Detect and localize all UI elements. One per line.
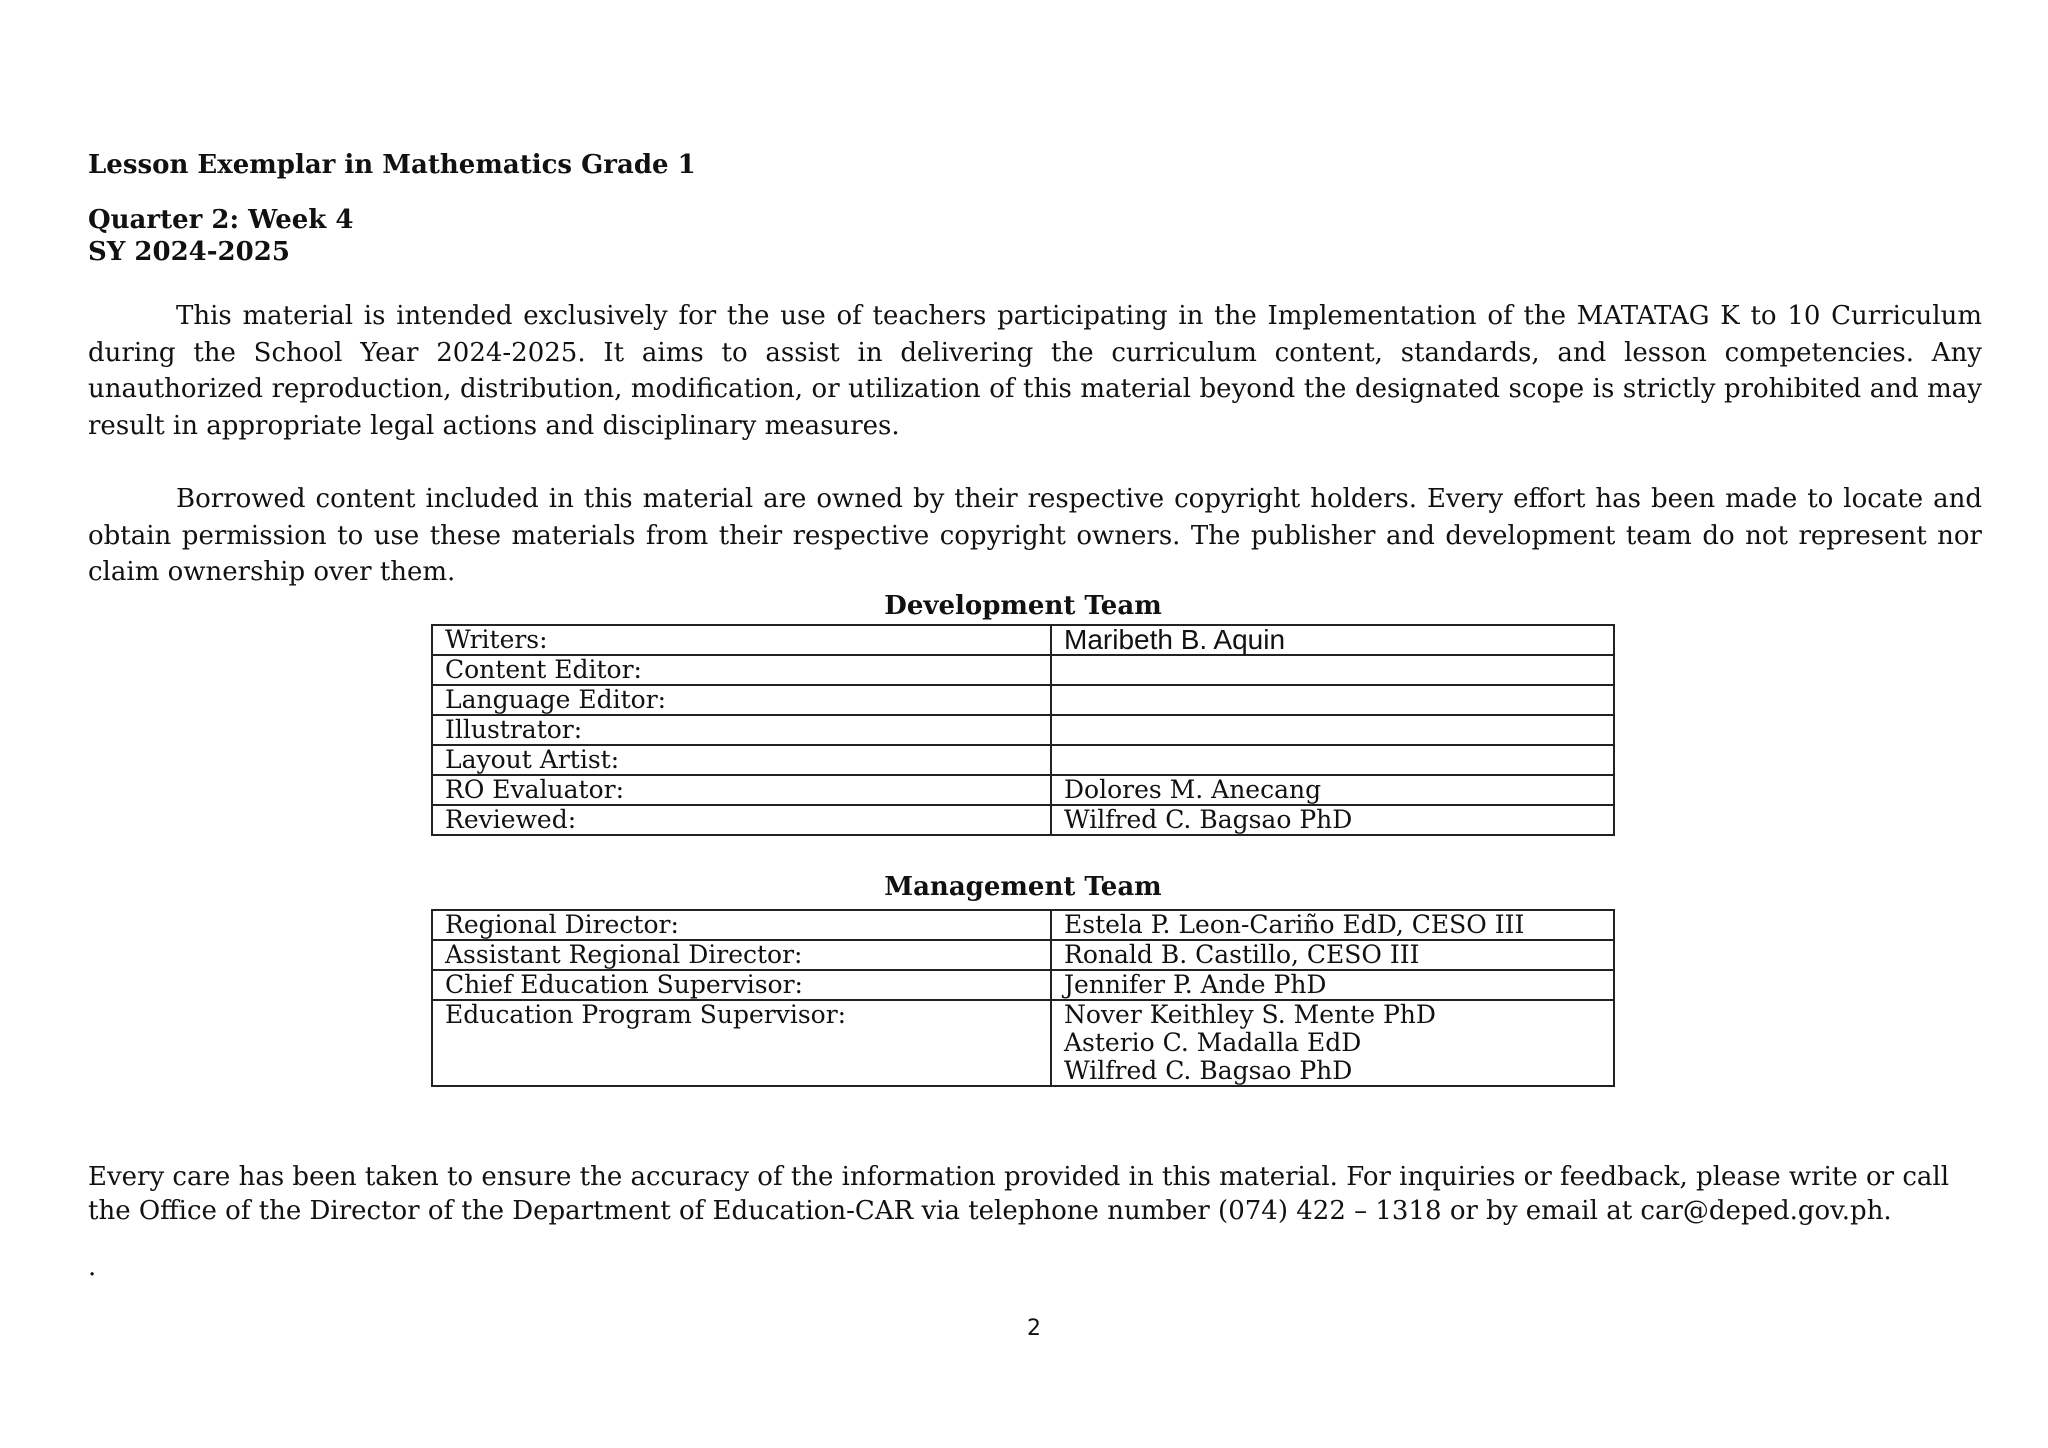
role-cell: Assistant Regional Director: xyxy=(432,940,1051,970)
role-cell: Chief Education Supervisor: xyxy=(432,970,1051,1000)
name-cell xyxy=(1051,970,1614,1000)
name-cell xyxy=(1051,715,1614,745)
name-entry: Ronald B. Castillo, CESO III xyxy=(1064,940,1420,969)
table-row xyxy=(432,685,1614,715)
management-team-table xyxy=(431,909,1615,1087)
table-row xyxy=(432,1000,1614,1086)
name-cell xyxy=(1051,745,1614,775)
management-team-heading: Management Team xyxy=(884,872,1162,902)
role-cell: Layout Artist: xyxy=(432,745,1051,775)
role-cell: Education Program Supervisor: xyxy=(432,1000,1051,1086)
name-entry: Jennifer P. Ande PhD xyxy=(1064,970,1327,999)
name-cell xyxy=(1051,685,1614,715)
role-cell: Content Editor: xyxy=(432,655,1051,685)
role-cell: Writers: xyxy=(432,625,1051,655)
trailing-period: . xyxy=(88,1252,97,1282)
table-row xyxy=(432,805,1614,835)
table-row xyxy=(432,910,1614,940)
page-number: 2 xyxy=(1027,1316,1041,1341)
document-title: Lesson Exemplar in Mathematics Grade 1 xyxy=(88,150,696,180)
role-cell: Language Editor: xyxy=(432,685,1051,715)
table-row xyxy=(432,775,1614,805)
role-cell: RO Evaluator: xyxy=(432,775,1051,805)
table-row xyxy=(432,940,1614,970)
table-row xyxy=(432,655,1614,685)
contact-information-paragraph: Every care has been taken to ensure the accuracy of the information provided in this material. For inquiries or feedback, please write or call the Office of the Director of the Department of Education-CAR via telephone number (074) 422 – 1318 or by email at car@deped.gov.ph. xyxy=(88,1162,1950,1226)
development-team-heading: Development Team xyxy=(884,591,1162,621)
table-row xyxy=(432,970,1614,1000)
table-row xyxy=(432,745,1614,775)
role-cell: Regional Director: xyxy=(432,910,1051,940)
quarter-block xyxy=(88,204,353,268)
role-cell: Illustrator: xyxy=(432,715,1051,745)
usage-notice-paragraph: This material is intended exclusively for the use of teachers participating in the Implementation of the MATATAG K to 10 Curriculum during the School Year 2024-2025. It aims to assist in delivering the curriculum content, standards, and lesson competencies. Any unauthorized reproduction, distribution, modification, or utilization of this material beyond the designated scope is strictly prohibited and may result in appropriate legal actions and disciplinary measures. xyxy=(88,301,1982,441)
name-cell xyxy=(1051,1000,1614,1086)
name-entry: Wilfred C. Bagsao PhD xyxy=(1064,1056,1353,1085)
name-entry: Asterio C. Madalla EdD xyxy=(1064,1028,1362,1057)
name-cell: Wilfred C. Bagsao PhD xyxy=(1051,805,1614,835)
name-cell xyxy=(1051,910,1614,940)
school-year-label: SY 2024-2025 xyxy=(88,237,290,267)
name-entry: Estela P. Leon-Cariño EdD, CESO III xyxy=(1064,910,1525,939)
table-row xyxy=(432,715,1614,745)
copyright-notice-paragraph: Borrowed content included in this material are owned by their respective copyright holders. Every effort has been made to locate and obtain permission to use these materials from their respective copyright owners. The publisher and development team do not represent nor claim ownership over them. xyxy=(88,484,1982,587)
quarter-label: Quarter 2: Week 4 xyxy=(88,205,354,235)
name-cell xyxy=(1051,655,1614,685)
name-cell: Maribeth B. Aquin xyxy=(1051,625,1614,655)
name-entry: Nover Keithley S. Mente PhD xyxy=(1064,1000,1436,1029)
development-team-table xyxy=(431,624,1615,836)
role-cell: Reviewed: xyxy=(432,805,1051,835)
name-cell xyxy=(1051,940,1614,970)
table-row xyxy=(432,625,1614,655)
name-cell: Dolores M. Anecang xyxy=(1051,775,1614,805)
